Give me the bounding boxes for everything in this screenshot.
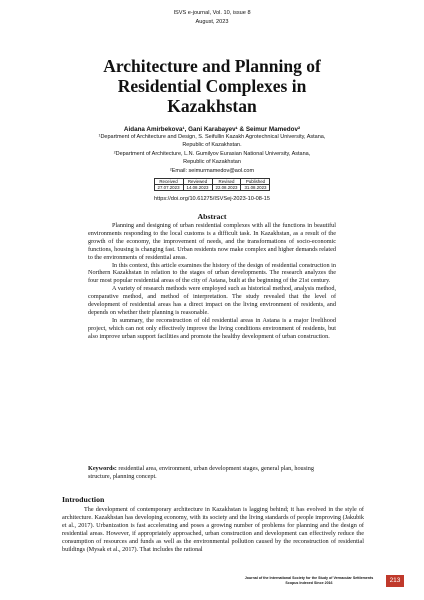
reviewed-header: Reviewed [183, 179, 212, 185]
author-email: ²Email: seimurmamedov@aol.com [169, 168, 255, 174]
published-header: Published [241, 179, 270, 185]
journal-issue: ISVS e-journal, Vol. 10, issue 8 [173, 10, 251, 16]
dates-table-wrap [0, 178, 424, 191]
authors: Aidana Amirbekova¹, Gani Karabayev¹ & Seimur Mamedov² [123, 126, 301, 133]
doi-link[interactable]: https://doi.org/10.61275/ISVSej-2023-10-08-15 [154, 196, 270, 202]
page-number: 213 [386, 575, 404, 587]
affiliation-1-line-2: Republic of Kazakhstan. [182, 141, 242, 148]
abstract-paragraph-1: Planning and designing of urban residential complexes with all the functions in beautiful environments responding to the local customs is a difficult task. In Kazakhstan, as a result of the growth of the economy, the improvement of needs, and the transformations of socio-economic functions, housing is changing fast. Urban residents now make complex and higher demands related to the environments of residential areas. [88, 222, 336, 261]
paper-title [40, 56, 384, 116]
revised-header: Revised [212, 179, 241, 185]
received-date: 27.07.2023 [154, 185, 183, 191]
published-date: 31.08.2023 [241, 185, 270, 191]
introduction-heading: Introduction [62, 495, 105, 504]
affiliation-1-line-1: ¹Department of Architecture and Design, S. Seifullin Kazakh Agrotechnical University, Astana, [98, 134, 326, 140]
keywords-label: Keywords: [88, 465, 117, 472]
keywords [88, 465, 336, 481]
issue-date: August, 2023 [195, 19, 229, 25]
abstract-paragraph-2: In this context, this article examines the history of the design of residential construction in Northern Kazakhstan in relation to the stages of urban developments. The research analyzes the four most popular residential areas of the city of Astana, built at the beginning of the 21st century. [88, 261, 336, 285]
title-line-1: Architecture and Planning of [103, 56, 321, 76]
introduction-paragraph-1: The development of contemporary architecture in Kazakhstan is lagging behind; it has evolved in the style of architecture. Kazakhstan has developing economy, with its society and the living standards of people improving (Jakubik et al., 2017). Urbanization is fast accelerating and poses a growing number of problems for planning and the design of residential areas. However, if appropriately approached, urban construction and development can effectively reduce the consumption of resources and funds as well as the environmental pollution caused by the reconstruction of residential buildings (Mysak et al., 2017). That includes the rational [62, 506, 364, 553]
footer-line-2: Scopus Indexed Since 2016 [285, 580, 333, 585]
title-line-3: Kazakhstan [167, 96, 257, 116]
revised-date: 22.08.2023 [212, 185, 241, 191]
abstract-heading: Abstract [197, 212, 227, 221]
abstract-paragraph-3: A variety of research methods were employed such as historical method, analysis method, comparative method, and method of interpretation. The study revealed that the level of development of residential areas has a direct impact on the living environment of residents, and depends on whether their planning is reasonable. [88, 285, 336, 316]
keywords-text: residential area, environment, urban development stages, general plan, housing structure, planning concept. [88, 465, 314, 480]
affiliation-2-line-1: ²Department of Architecture, L.N. Gumilyov Eurasian National University, Astana, [113, 151, 311, 157]
dates-value-row [154, 185, 270, 191]
reviewed-date: 14.08.2023 [183, 185, 212, 191]
footer-journal [236, 576, 382, 586]
introduction-body [62, 506, 364, 553]
affiliation-1 [60, 134, 364, 149]
footer-line-1: Journal of the International Society for the Study of Vernacular Settlements [244, 576, 374, 580]
affiliation-2 [60, 151, 364, 166]
received-header: Received [154, 179, 183, 185]
title-line-2: Residential Complexes in [117, 76, 307, 96]
abstract-paragraph-4: In summary, the reconstruction of old residential areas in Astana is a major livelihood project, which can not only effectively improve the living conditions environment of residents, but also improve urban support facilities and promote the healthy development of urban construction. [88, 316, 336, 340]
affiliation-2-line-2: Republic of Kazakhstan [183, 158, 241, 165]
abstract-body [88, 222, 336, 341]
dates-table [154, 178, 271, 191]
